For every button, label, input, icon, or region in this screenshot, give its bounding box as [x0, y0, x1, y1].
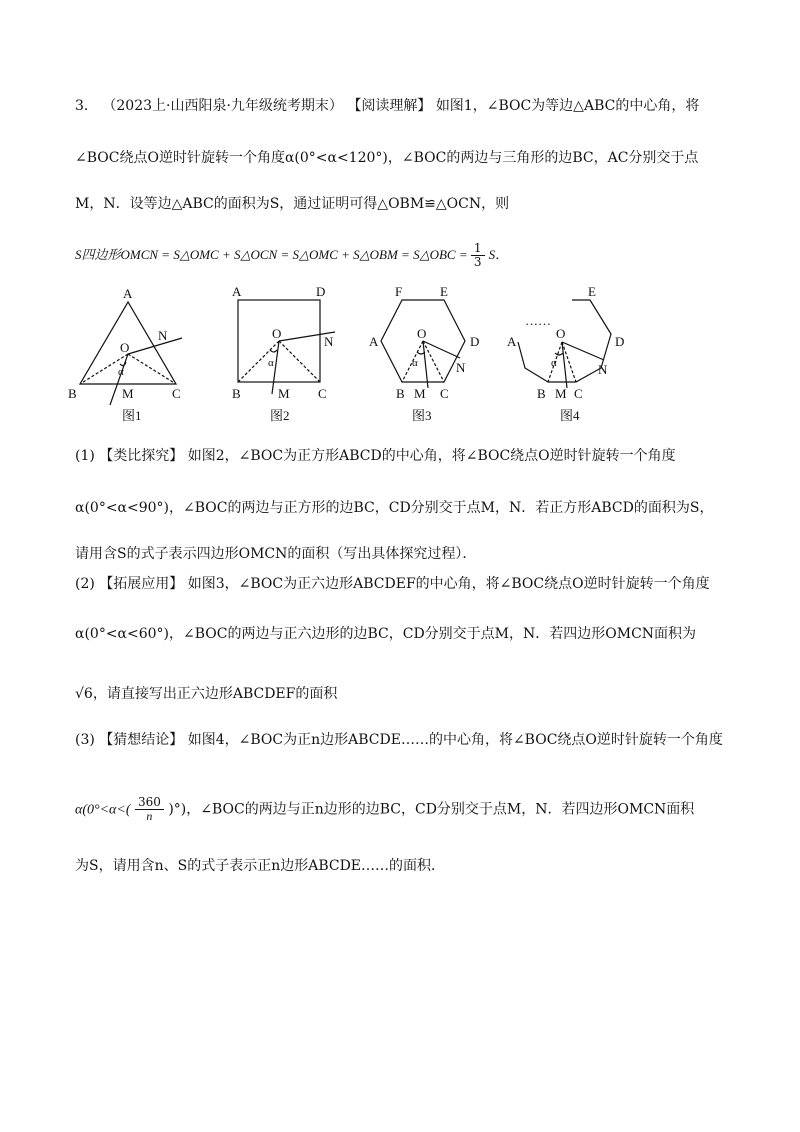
fig4-label-a: A [507, 334, 517, 349]
figure-1-labels [68, 286, 181, 423]
figure-2-labels [232, 284, 334, 423]
fig1-label-m: M [122, 386, 134, 401]
figure-2 [238, 300, 335, 394]
fig1-label-o: O [120, 340, 130, 355]
problem-intro-2: ∠BOC绕点O逆时针旋转一个角度α(0°<α<120°)，∠BOC的两边与三角形的边BC，AC分别交于点 [75, 150, 699, 166]
part1-text-1: 如图2，∠BOC为正方形ABCD的中心角，将∠BOC绕点O逆时针旋转一个角度 [187, 448, 676, 464]
figure-3 [381, 300, 465, 388]
fig4-label-m: M [555, 386, 567, 401]
fig3-label-n: N [456, 360, 466, 375]
fig4-label-c: C [574, 386, 583, 401]
part2-line-3: √6，请直接写出正六边形ABCDEF的面积 [75, 686, 338, 702]
fig2-label-c: C [318, 386, 327, 401]
ray-om-3 [423, 341, 428, 388]
ray-on-3 [423, 341, 460, 358]
fig3-label-e: E [440, 284, 448, 299]
part3-line-3: 为S，请用含n、S的式子表示正n边形ABCDE……的面积． [75, 858, 446, 874]
part2-line-1 [75, 574, 735, 594]
fig4-label-alpha: α [551, 357, 557, 369]
part3-frac-num: 360 [135, 796, 164, 810]
fig3-label-m: M [414, 386, 426, 401]
part3-text-2a: α(0°<α<( [75, 802, 131, 818]
part3-line-2 [75, 796, 735, 823]
fig3-label-alpha: α [412, 357, 418, 369]
fig3-label-a: A [369, 334, 379, 349]
figure-row [60, 280, 670, 435]
formula-tail: S． [488, 247, 509, 262]
fig3-label-d: D [470, 334, 480, 349]
fig4-label-d: D [615, 334, 625, 349]
alpha-arc-2 [270, 350, 277, 352]
part1-line-2: α(0°<α<90°)，∠BOC的两边与正方形的边BC，CD分别交于点M，N．若正方形ABCD的面积为S， [75, 500, 714, 516]
figure-svg [60, 280, 670, 435]
fig2-label-m: M [278, 386, 290, 401]
problem-intro-3: M，N．设等边△ABC的面积为S，通过证明可得△OBM≌△OCN，则 [75, 196, 510, 212]
ray-on-4 [562, 342, 604, 360]
problem-number: 3． [75, 98, 98, 114]
problem-header [75, 96, 735, 116]
formula-frac-num: 1 [471, 242, 485, 256]
fig4-label-n: N [598, 362, 608, 377]
dashed-oc-2 [279, 341, 320, 382]
fig2-label-o: O [272, 326, 282, 341]
fig2-label-b: B [232, 386, 241, 401]
problem-tag: 【阅读理解】 [347, 98, 432, 114]
dashed-oc [128, 354, 176, 384]
fig4-dots: …… [525, 313, 551, 328]
part3-text-1: 如图4，∠BOC为正n边形ABCDE……的中心角，将∠BOC绕点O逆时针旋转一个角度 [187, 732, 723, 748]
fig3-label-b: B [396, 386, 405, 401]
fig2-label-alpha: α [268, 357, 274, 369]
part3-fraction [135, 796, 164, 823]
part3-tag: 【猜想结论】 [99, 732, 184, 748]
part2-prefix: (2) [75, 576, 95, 592]
part2-tag: 【拓展应用】 [99, 576, 184, 592]
fig3-label-o: O [417, 326, 427, 341]
formula-frac-den: 3 [473, 255, 482, 269]
fig1-label-b: B [68, 386, 77, 401]
problem-source: （2023上·山西阳泉·九年级统考期末） [102, 98, 343, 114]
part1-line-3: 请用含S的式子表示四边形OMCN的面积（写出具体探究过程）． [75, 546, 477, 562]
fig1-label-n: N [158, 328, 168, 343]
part3-text-2b: )°)，∠BOC的两边与正n边形的边BC，CD分别交于点M，N．若四边形OMCN面积 [168, 801, 695, 818]
problem-formula [75, 242, 735, 269]
problem-intro-1: 如图1，∠BOC为等边△ABC的中心角，将 [435, 98, 700, 114]
part1-line-1 [75, 446, 735, 466]
formula-text: S四边形OMCN = S△OMC + S△OCN = S△OMC + S△OBM = S△OBC = [75, 247, 471, 262]
fig2-label-a: A [232, 284, 242, 299]
part3-line-1 [75, 730, 735, 750]
alpha-arc-4 [555, 353, 563, 355]
fig1-caption: 图1 [122, 408, 142, 423]
fig2-caption: 图2 [270, 408, 290, 423]
fig3-label-f: F [395, 284, 403, 299]
fig4-label-b: B [537, 386, 546, 401]
part1-tag: 【类比探究】 [99, 448, 184, 464]
fig1-label-a: A [123, 286, 133, 301]
fig2-label-d: D [316, 284, 326, 299]
fig3-label-c: C [440, 386, 449, 401]
part3-prefix: (3) [75, 732, 95, 748]
part2-text-1: 如图3，∠BOC为正六边形ABCDEF的中心角，将∠BOC绕点O逆时针旋转一个角度 [187, 576, 710, 592]
fig4-label-o: O [556, 326, 566, 341]
part1-prefix: (1) [75, 448, 95, 464]
part2-line-2: α(0°<α<60°)，∠BOC的两边与正六边形的边BC，CD分别交于点M，N．若四边形OMCN面积为 [75, 626, 697, 642]
fig4-caption: 图4 [560, 408, 580, 423]
part3-frac-den: n [146, 809, 153, 823]
fig2-label-n: N [324, 334, 334, 349]
formula-fraction [471, 242, 485, 269]
fig1-label-c: C [172, 386, 181, 401]
fig1-label-alpha: α [118, 366, 124, 378]
fig4-label-e: E [588, 284, 596, 299]
alpha-arc-3 [417, 352, 425, 354]
ray-on [128, 338, 182, 354]
fig3-caption: 图3 [412, 408, 432, 423]
